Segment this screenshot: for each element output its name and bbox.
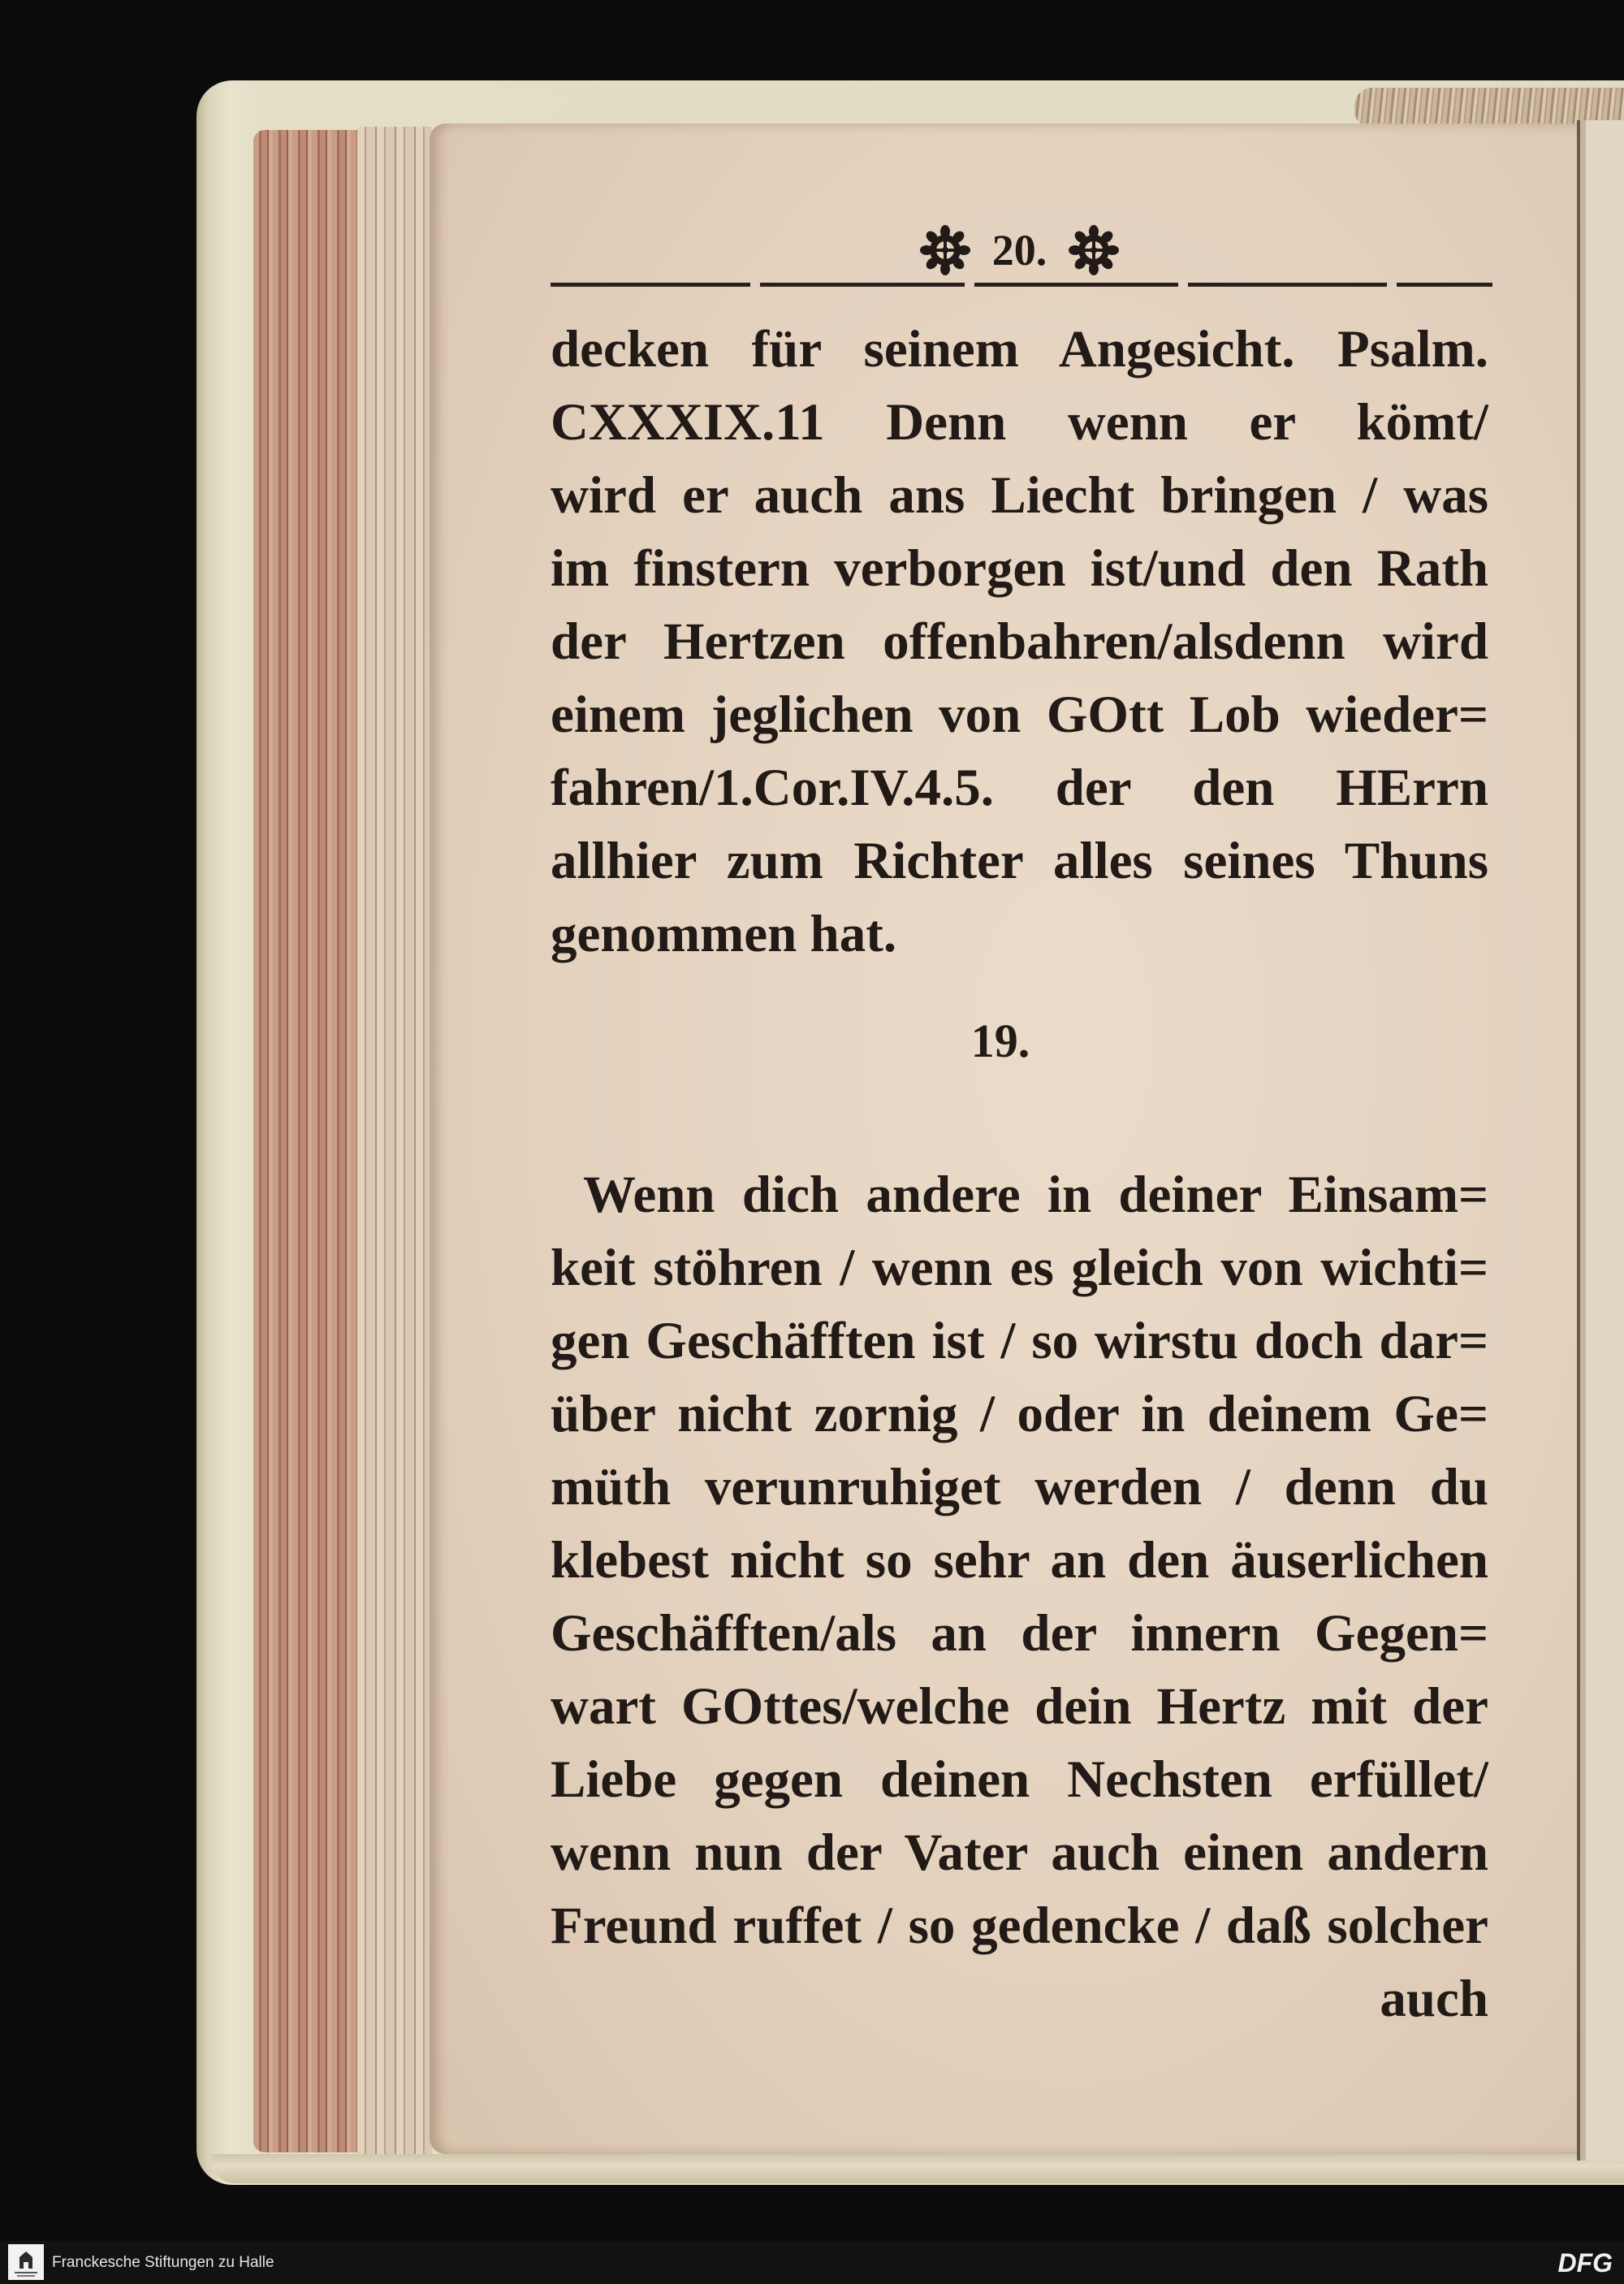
text-line: über nicht zornig / oder in deinem Ge= <box>551 1385 1488 1443</box>
text-line: Freund ruffet / so gedencke / daß solcher <box>551 1897 1488 1955</box>
text-line: wird er auch ans Liecht bringen / was <box>551 466 1488 525</box>
text-line: genommen hat. <box>551 905 897 963</box>
rosette-ornament-icon <box>919 224 971 276</box>
institution-name: Franckesche Stiftungen zu Halle <box>52 2254 274 2271</box>
text-line: klebest nicht so sehr an den äuserlichen <box>551 1531 1488 1590</box>
text-line: fahren/1.Cor.IV.4.5. der den HErrn <box>551 759 1488 817</box>
text-line: decken für seinem Angesicht. Psalm. <box>551 320 1488 379</box>
section-text-block <box>551 1158 1488 2035</box>
page-number: 20. <box>991 226 1047 275</box>
text-line: allhier zum Richter alles seines Thuns <box>551 832 1488 890</box>
continued-text-block <box>551 313 1488 971</box>
text-line: keit stöhren / wenn es gleich von wichti= <box>551 1239 1488 1297</box>
text-line: im finstern verborgen ist/und den Rath <box>551 539 1488 598</box>
text-line: CXXXIX.11 Denn wenn er kömt/ <box>551 393 1488 452</box>
running-head <box>551 218 1488 283</box>
text-line: wenn nun der Vater auch einen andern <box>551 1823 1488 1882</box>
cover-bottom-edge <box>211 2154 1624 2183</box>
text-line: der Hertzen offenbahren/alsdenn wird <box>551 612 1488 671</box>
gutter-edge <box>1577 120 1624 2161</box>
text-line: müth verunruhiget werden / denn du <box>551 1458 1488 1516</box>
institution-logo-icon <box>8 2244 44 2280</box>
page-block-edges <box>357 127 432 2154</box>
footer-bar <box>0 2241 1624 2284</box>
text-line: gen Geschäfften ist / so wirstu doch dar= <box>551 1312 1488 1370</box>
text-line: Liebe gegen deinen Nechsten erfüllet/ <box>551 1750 1488 1809</box>
rosette-ornament-icon <box>1068 224 1120 276</box>
funder-logo: DFG <box>1557 2248 1613 2278</box>
text-line: einem jeglichen von GOtt Lob wieder= <box>551 686 1488 744</box>
text-line: wart GOttes/welche dein Hertz mit der <box>551 1677 1488 1736</box>
section-number: 19. <box>970 1014 1030 1067</box>
header-rule <box>551 283 1492 287</box>
text-line: Geschäfften/als an der innern Gegen= <box>551 1604 1488 1663</box>
catchword: auch <box>1380 1970 1488 2028</box>
red-page-edges <box>253 130 359 2152</box>
text-line: Wenn dich andere in deiner Einsam= <box>583 1166 1488 1224</box>
